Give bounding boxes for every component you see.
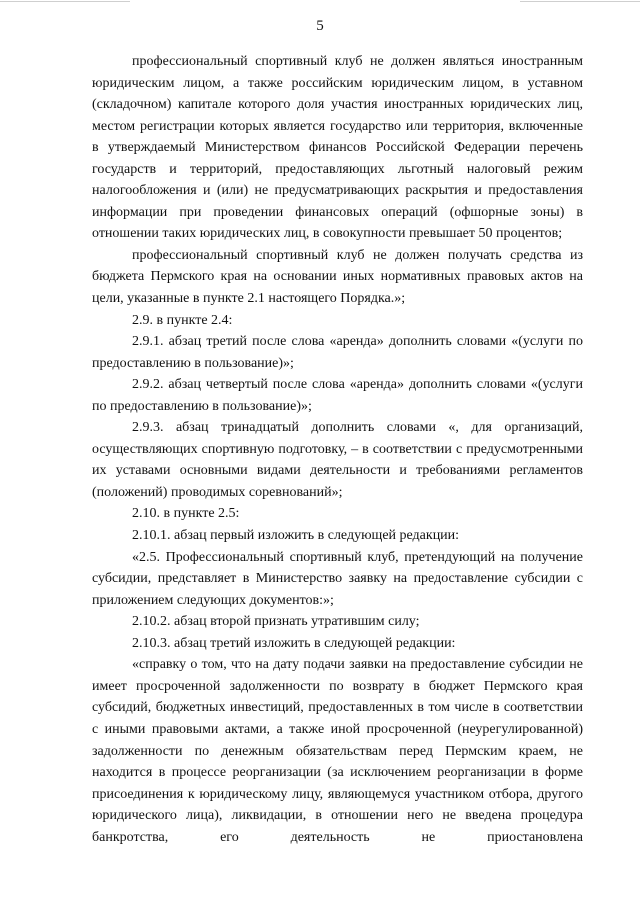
page-number: 5	[316, 18, 324, 34]
paragraph-offshore-condition: профессиональный спортивный клуб не должен являться иностранным юридическим лицом, а также российским юридическим лицом, в уставном (складочном) капитале которого доля участия иностранных юридических лиц, местом регистрации которых является государство или территория, включенные в утверждаемый Министерством финансов Российской Федерации перечень государств и территорий, предоставляющих льготный налоговый режим налогообложения и (или) не предусматривающих раскрытия и предоставления информации при проведении финансовых операций (офшорные зоны) в отношении таких юридических лиц, в совокупности превышает 50 процентов;	[92, 54, 583, 242]
paragraph-2-10-3: 2.10.3. абзац третий изложить в следующей редакции:	[132, 635, 456, 651]
top-edge-rule	[0, 1, 130, 2]
paragraph-2-9-2: 2.9.2. абзац четвертый после слова «аренда» дополнить словами «(услуги по предоставлению в пользование)»;	[92, 377, 583, 414]
paragraph-certificate-text: «справку о том, что на дату подачи заявки на предоставление субсидии не имеет просроченной задолженности по возврату в бюджет Пермского края субсидий, бюджетных инвестиций, предоставленных в том числе в соответствии с иными правовыми актами, а также иной просроченной (неурегулированной) задолженности по денежным обязательствам перед Пермским краем, не находится в процессе реорганизации (за исключением реорганизации в форме присоединения к юридическому лицу, являющемуся участником отбора, другого юридического лица), ликвидации, в отношении него не введена процедура банкротства, его деятельность не приостановлена	[92, 657, 583, 845]
paragraph-2-9-1: 2.9.1. абзац третий после слова «аренда» дополнить словами «(услуги по предоставлению в пользование)»;	[92, 334, 583, 371]
paragraph-2-9: 2.9. в пункте 2.4:	[132, 312, 233, 328]
top-edge-rule	[520, 1, 640, 2]
paragraph-2-9-3: 2.9.3. абзац тринадцатый дополнить словами «, для организаций, осуществляющих спортивную подготовку, – в соответствии с предусмотренными их уставами основными видами деятельности и требованиями регламентов (положений) проводимых соревнований»;	[92, 420, 583, 500]
document-body	[92, 51, 583, 848]
paragraph-budget-condition: профессиональный спортивный клуб не должен получать средства из бюджета Пермского края на основании иных нормативных правовых актов на цели, указанные в пункте 2.1 настоящего Порядка.»;	[92, 247, 583, 307]
paragraph-2-5-text: «2.5. Профессиональный спортивный клуб, претендующий на получение субсидии, представляет в Министерство заявку на предоставление субсидии с приложением следующих документов:»;	[92, 549, 583, 608]
paragraph-2-10-2: 2.10.2. абзац второй признать утратившим силу;	[132, 614, 420, 630]
paragraph-2-10: 2.10. в пункте 2.5:	[132, 506, 240, 522]
paragraph-2-10-1: 2.10.1. абзац первый изложить в следующей редакции:	[132, 528, 460, 544]
